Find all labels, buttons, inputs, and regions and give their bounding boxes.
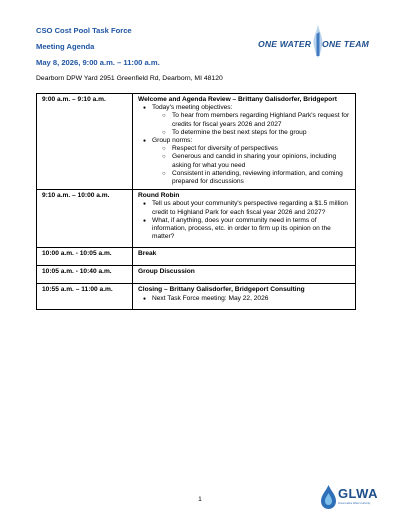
agenda-item-title: Welcome and Agenda Review – Brittany Galisdorfer, Bridgeport — [138, 96, 337, 103]
agenda-item — [133, 190, 356, 248]
logo-word-one-water: ONE WATER — [258, 39, 312, 49]
agenda-row-break — [37, 248, 356, 266]
glwa-wordmark: GLWA — [338, 486, 378, 501]
agenda-time: 9:00 a.m. – 9:10 a.m. — [37, 94, 133, 190]
agenda-item — [133, 284, 356, 309]
agenda-item — [133, 94, 356, 190]
agenda-item-title: Break — [138, 250, 157, 258]
agenda-row-closing — [37, 284, 356, 309]
bullet-list — [138, 200, 351, 241]
agenda-time: 10:00 a.m. - 10:05 a.m. — [37, 248, 133, 266]
agenda-item-title: Round Robin — [138, 192, 180, 200]
org-name: CSO Cost Pool Task Force — [36, 26, 132, 35]
agenda-time: 10:05 a.m. - 10:40 a.m. — [37, 266, 133, 284]
list-item: ● What, if anything, does your community need in terms of information, process, etc. in order to firm up its opinion on the matter? — [152, 217, 351, 242]
logo-word-one-team: ONE TEAM — [322, 39, 369, 49]
agenda-row-round-robin — [37, 190, 356, 248]
glwa-logo — [320, 484, 386, 514]
meeting-address: Dearborn DPW Yard 2951 Greenfield Rd, Dearborn, MI 48120 — [36, 75, 223, 82]
agenda-item-title: Group Discussion — [138, 268, 195, 276]
list-item: ○ Consistent in attending, reviewing information, and coming prepared for discussions — [172, 170, 351, 186]
glwa-subtitle: Great Lakes Water Authority — [338, 502, 371, 505]
agenda-item — [133, 248, 356, 266]
list-item: ○ Respect for diversity of perspectives — [172, 145, 351, 153]
list-item: ● Today's meeting objectives: ○ To hear from members regarding Highland Park's request for credits for fiscal years 2026 and 2027 ○ To determine the best next steps for the group — [152, 104, 351, 137]
agenda-item — [133, 266, 356, 284]
agenda-row-welcome — [37, 94, 356, 190]
bullet-list — [138, 295, 351, 303]
agenda-row-group-discussion — [37, 266, 356, 284]
page-number: 1 — [198, 496, 202, 503]
document-header — [36, 26, 223, 83]
list-item: ● Group norms: ○ Respect for diversity of perspectives ○ Generous and candid in sharing your opinions, including asking for what you need ○ Consistent in attending, reviewing information, and coming prepared for discussions — [152, 137, 351, 186]
list-item: ○ To determine the best next steps for the group — [172, 129, 351, 137]
list-item: ● Next Task Force meeting: May 22, 2026 — [152, 295, 351, 303]
meeting-datetime: May 8, 2026, 9:00 a.m. – 11:00 a.m. — [36, 58, 160, 67]
agenda-time: 10:55 a.m. – 11:00 a.m. — [37, 284, 133, 309]
agenda-item-title: Closing – Brittany Galisdorfer, Bridgeport Consulting — [138, 286, 305, 294]
water-drop-icon — [320, 484, 337, 510]
list-item: ● Tell us about your community's perspective regarding a $1.5 million credit to Highland Park for each fiscal year 2026 and 2027? — [152, 200, 351, 216]
sub-bullet-list — [152, 145, 351, 186]
list-item: ○ Generous and candid in sharing your opinions, including asking for what you need — [172, 153, 351, 169]
agenda-time: 9:10 a.m. – 10:00 a.m. — [37, 190, 133, 248]
list-item: ○ To hear from members regarding Highland Park's request for credits for fiscal years 2026 and 2027 — [172, 112, 351, 128]
bullet-list — [138, 104, 351, 186]
one-water-one-team-logo — [256, 24, 378, 58]
agenda-table — [36, 93, 356, 310]
document-type: Meeting Agenda — [36, 42, 95, 51]
sub-bullet-list — [152, 112, 351, 137]
